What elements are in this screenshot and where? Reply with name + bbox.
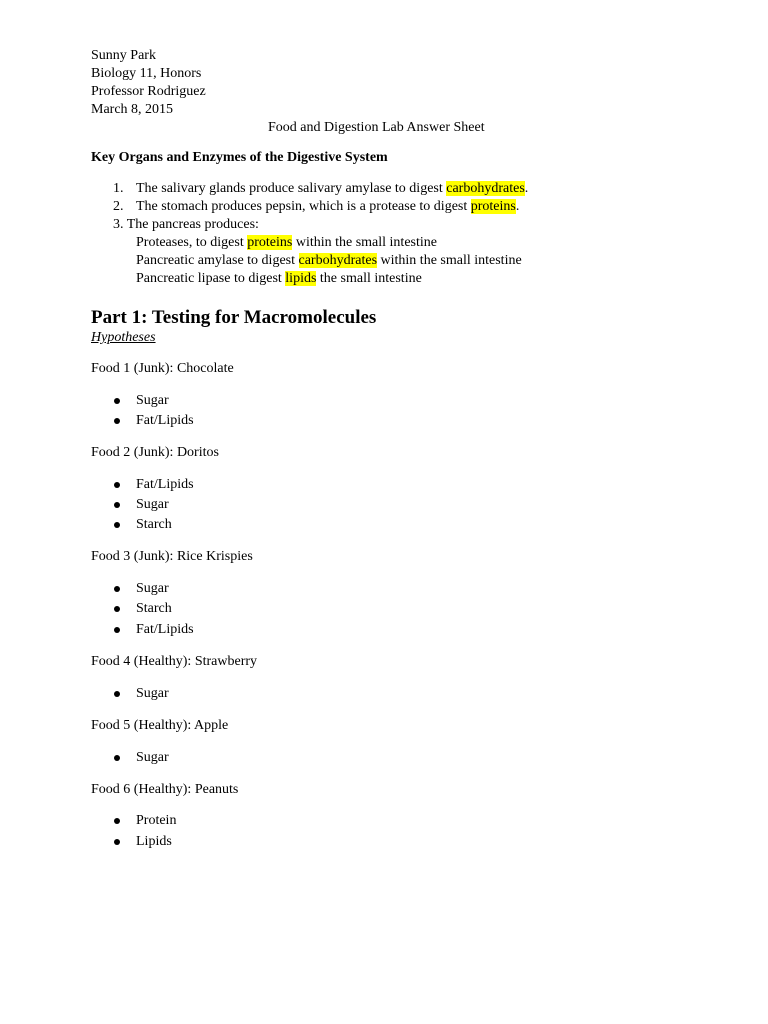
bullet-icon	[114, 755, 120, 761]
bullet-icon	[114, 606, 120, 612]
highlighted-term: carbohydrates	[446, 181, 525, 196]
sub-list-item: Proteases, to digest proteins within the small intestine	[136, 235, 437, 250]
bullet-icon	[114, 627, 120, 633]
highlighted-term: proteins	[247, 235, 293, 250]
bullet-icon	[114, 398, 120, 404]
list-item: Sugar	[136, 686, 169, 701]
bullet-icon	[114, 502, 120, 508]
bullet-icon	[114, 691, 120, 697]
document-title: Food and Digestion Lab Answer Sheet	[268, 120, 485, 135]
hypotheses-subheading: Hypotheses	[91, 330, 156, 345]
key-section-heading: Key Organs and Enzymes of the Digestive System	[91, 150, 388, 165]
list-item: Starch	[136, 601, 172, 616]
list-item: The salivary glands produce salivary amylase to digest carbohydrates.	[136, 181, 529, 196]
list-item: Fat/Lipids	[136, 477, 194, 492]
food-label: Food 5 (Healthy): Apple	[91, 718, 229, 733]
bullet-icon	[114, 418, 120, 424]
list-item: Starch	[136, 517, 172, 532]
part1-heading: Part 1: Testing for Macromolecules	[91, 307, 377, 328]
bullet-icon	[114, 586, 120, 592]
list-item: 3. The pancreas produces:	[113, 217, 259, 232]
food-label: Food 1 (Junk): Chocolate	[91, 361, 234, 376]
list-item: Sugar	[136, 497, 169, 512]
highlighted-term: lipids	[285, 271, 317, 286]
list-item: Sugar	[136, 581, 169, 596]
list-number: 2.	[113, 199, 124, 214]
bullet-icon	[114, 818, 120, 824]
list-item: Fat/Lipids	[136, 413, 194, 428]
list-item: Sugar	[136, 393, 169, 408]
list-item: Sugar	[136, 750, 169, 765]
sub-list-item: Pancreatic amylase to digest carbohydrates within the small intestine	[136, 253, 522, 268]
list-number: 1.	[113, 181, 124, 196]
food-label: Food 6 (Healthy): Peanuts	[91, 782, 239, 797]
bullet-icon	[114, 482, 120, 488]
bullet-icon	[114, 839, 120, 845]
list-item: Fat/Lipids	[136, 622, 194, 637]
document-date: March 8, 2015	[91, 102, 174, 117]
sub-list-item: Pancreatic lipase to digest lipids the small intestine	[136, 271, 422, 286]
food-label: Food 4 (Healthy): Strawberry	[91, 654, 258, 669]
author-name: Sunny Park	[91, 48, 156, 63]
professor-name: Professor Rodriguez	[91, 84, 206, 99]
bullet-icon	[114, 522, 120, 528]
list-item: Lipids	[136, 834, 172, 849]
list-item: The stomach produces pepsin, which is a protease to digest proteins.	[136, 199, 520, 214]
food-label: Food 3 (Junk): Rice Krispies	[91, 549, 253, 564]
highlighted-term: carbohydrates	[298, 253, 378, 268]
course-name: Biology 11, Honors	[91, 66, 202, 81]
food-label: Food 2 (Junk): Doritos	[91, 445, 219, 460]
list-item: Protein	[136, 813, 177, 828]
highlighted-term: proteins	[470, 199, 516, 214]
